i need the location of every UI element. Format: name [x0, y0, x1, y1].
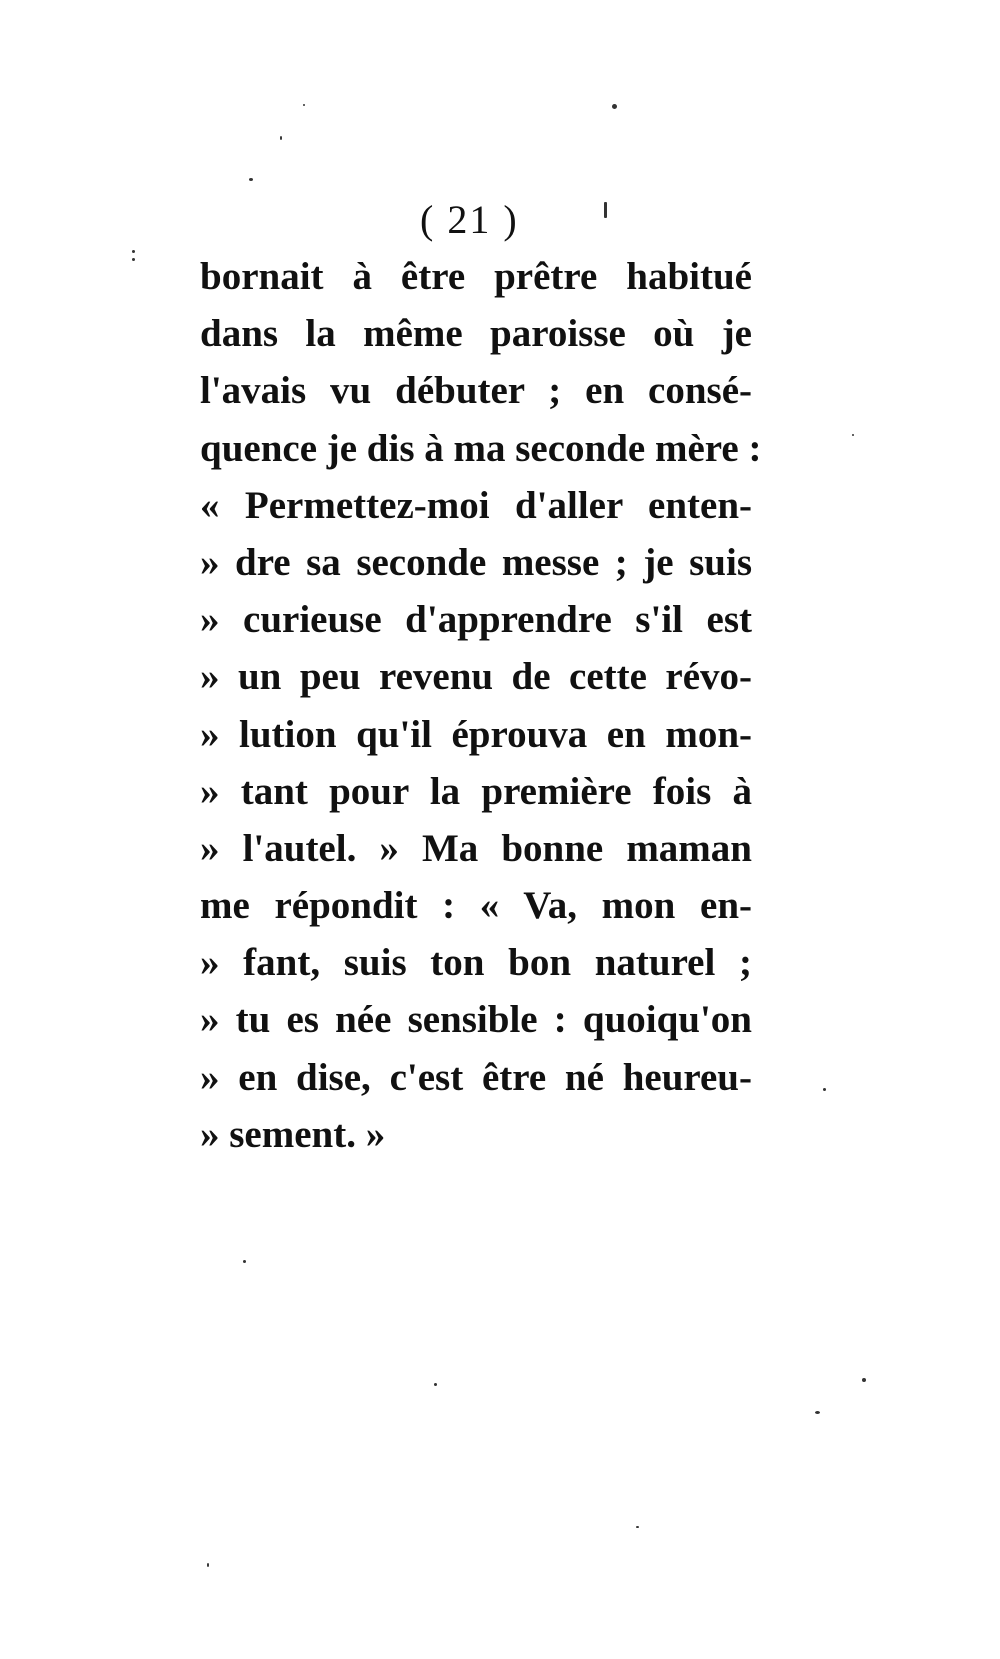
scan-speck [852, 434, 854, 436]
text-line: » tu es née sensible : quoiqu'on [200, 998, 752, 1042]
scan-speck [434, 1383, 437, 1386]
text-line: » en dise, c'est être né heureu- [200, 1055, 752, 1099]
text-line: l'avais vu débuter ; en consé- [200, 369, 752, 413]
scan-speck [303, 104, 305, 106]
text-line: bornait à être prêtre habitué [200, 255, 752, 298]
page-number: ( 21 ) [420, 197, 519, 242]
scan-speck [636, 1526, 639, 1528]
text-line: » curieuse d'apprendre s'il est [200, 598, 752, 642]
text-line: » un peu revenu de cette révo- [200, 655, 752, 699]
text-line: » sement. » [200, 1112, 386, 1156]
text-line: » tant pour la première fois à [200, 769, 752, 813]
scan-speck [132, 250, 135, 253]
text-line: quence je dis à ma seconde mère : [200, 426, 762, 470]
scan-speck [823, 1088, 826, 1091]
body-text [200, 248, 762, 1163]
scan-speck [280, 136, 282, 140]
text-line: dans la même paroisse où je [200, 312, 752, 356]
scan-speck [612, 104, 617, 109]
scan-speck [207, 1563, 209, 1567]
scan-speck [862, 1378, 866, 1382]
scan-speck [132, 258, 135, 261]
scan-speck [815, 1411, 820, 1414]
text-line: » l'autel. » Ma bonne maman [200, 826, 752, 870]
scan-speck [249, 178, 253, 181]
scan-speck [243, 1260, 246, 1263]
text-line: » fant, suis ton bon naturel ; [200, 941, 752, 985]
text-line: me répondit : « Va, mon en- [200, 884, 752, 928]
text-line: « Permettez-moi d'aller enten- [200, 483, 752, 527]
text-line: » lution qu'il éprouva en mon- [200, 712, 752, 756]
scan-speck [604, 202, 607, 218]
text-line: » dre sa seconde messe ; je suis [200, 540, 752, 584]
